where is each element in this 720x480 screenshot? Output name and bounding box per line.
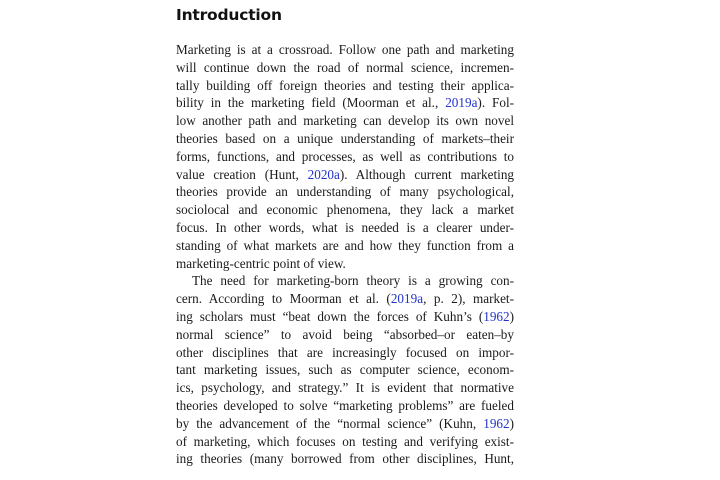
text-segment: The need for marketing-born theory is a growing con- [192,273,514,289]
citation-link[interactable]: 2020a [307,166,340,182]
text-segment: forms, functions, and processes, as well as contributions to [176,148,514,164]
text-segment: other disciplines that are increasingly focused on impor- [176,344,514,360]
citation-link[interactable]: 1962 [483,415,510,431]
text-segment: of marketing, which focuses on testing and verifying exist- [176,433,514,449]
text-segment: , p. 2), market- [423,291,514,307]
text-segment: ics, psychology, and strategy.” It is evident that normative [176,380,514,396]
text-line [176,112,514,130]
text-segment: sociolocal and economic phenomena, they lack a market [176,202,514,218]
text-line [176,255,514,273]
text-segment: bility in the marketing field (Moorman et al., [176,95,446,111]
citation-link[interactable]: 2019a [390,291,424,307]
text-segment: low another path and marketing can develop its own novel [176,113,514,129]
text-line [176,308,514,326]
text-line [176,290,514,308]
text-line [176,326,514,344]
article-body [176,41,514,468]
text-line [176,183,514,201]
text-segment: tant marketing issues, such as computer science, econom- [176,362,514,378]
text-line [176,166,514,184]
text-line [176,397,514,415]
text-line [176,201,514,219]
text-segment: ). Although current marketing [339,166,514,182]
text-segment: will continue down the road of normal science, incremen- [176,59,514,75]
text-segment: ) [509,415,514,431]
text-line [176,219,514,237]
text-line [176,450,514,468]
text-segment: normal science” to avoid being “absorbed–or eaten–by [176,326,514,342]
text-segment: value creation (Hunt, [176,166,308,182]
text-line [176,59,514,77]
text-line [176,415,514,433]
text-segment: ) [509,308,514,324]
text-segment: focus. In other words, what is needed is a clearer under- [176,219,514,235]
text-segment: theories provide an understanding of many psychological, [176,184,514,200]
text-line [176,361,514,379]
text-segment: ). Fol- [477,95,514,111]
text-line [176,237,514,255]
text-line [176,130,514,148]
text-segment: Marketing is at a crossroad. Follow one path and marketing [176,42,514,57]
section-title: Introduction [176,6,282,24]
text-segment: theories based on a unique understanding of markets–their [176,130,514,146]
text-segment: tally building off foreign theories and testing their applica- [176,77,514,93]
text-line [176,41,514,59]
text-line [176,379,514,397]
text-line [176,344,514,362]
text-line [176,433,514,451]
text-line [176,272,514,290]
citation-link[interactable]: 2019a [445,95,478,111]
citation-link[interactable]: 1962 [483,308,510,324]
text-segment: by the advancement of the “normal science” (Kuhn, [176,415,484,431]
paragraph [176,272,514,468]
text-line [176,94,514,112]
text-segment: ing theories (many borrowed from other disciplines, Hunt, [176,451,514,467]
text-segment: standing of what markets are and how they function from a [176,237,514,253]
text-segment: ing scholars must “beat down the forces of Kuhn’s ( [176,308,484,324]
text-segment: theories developed to solve “marketing problems” are fueled [176,397,514,413]
text-segment: marketing-centric point of view. [176,255,346,271]
article-page [176,0,514,468]
paragraph [176,41,514,272]
text-line [176,148,514,166]
text-segment: cern. According to Moorman et al. ( [176,291,391,307]
text-line [176,77,514,95]
